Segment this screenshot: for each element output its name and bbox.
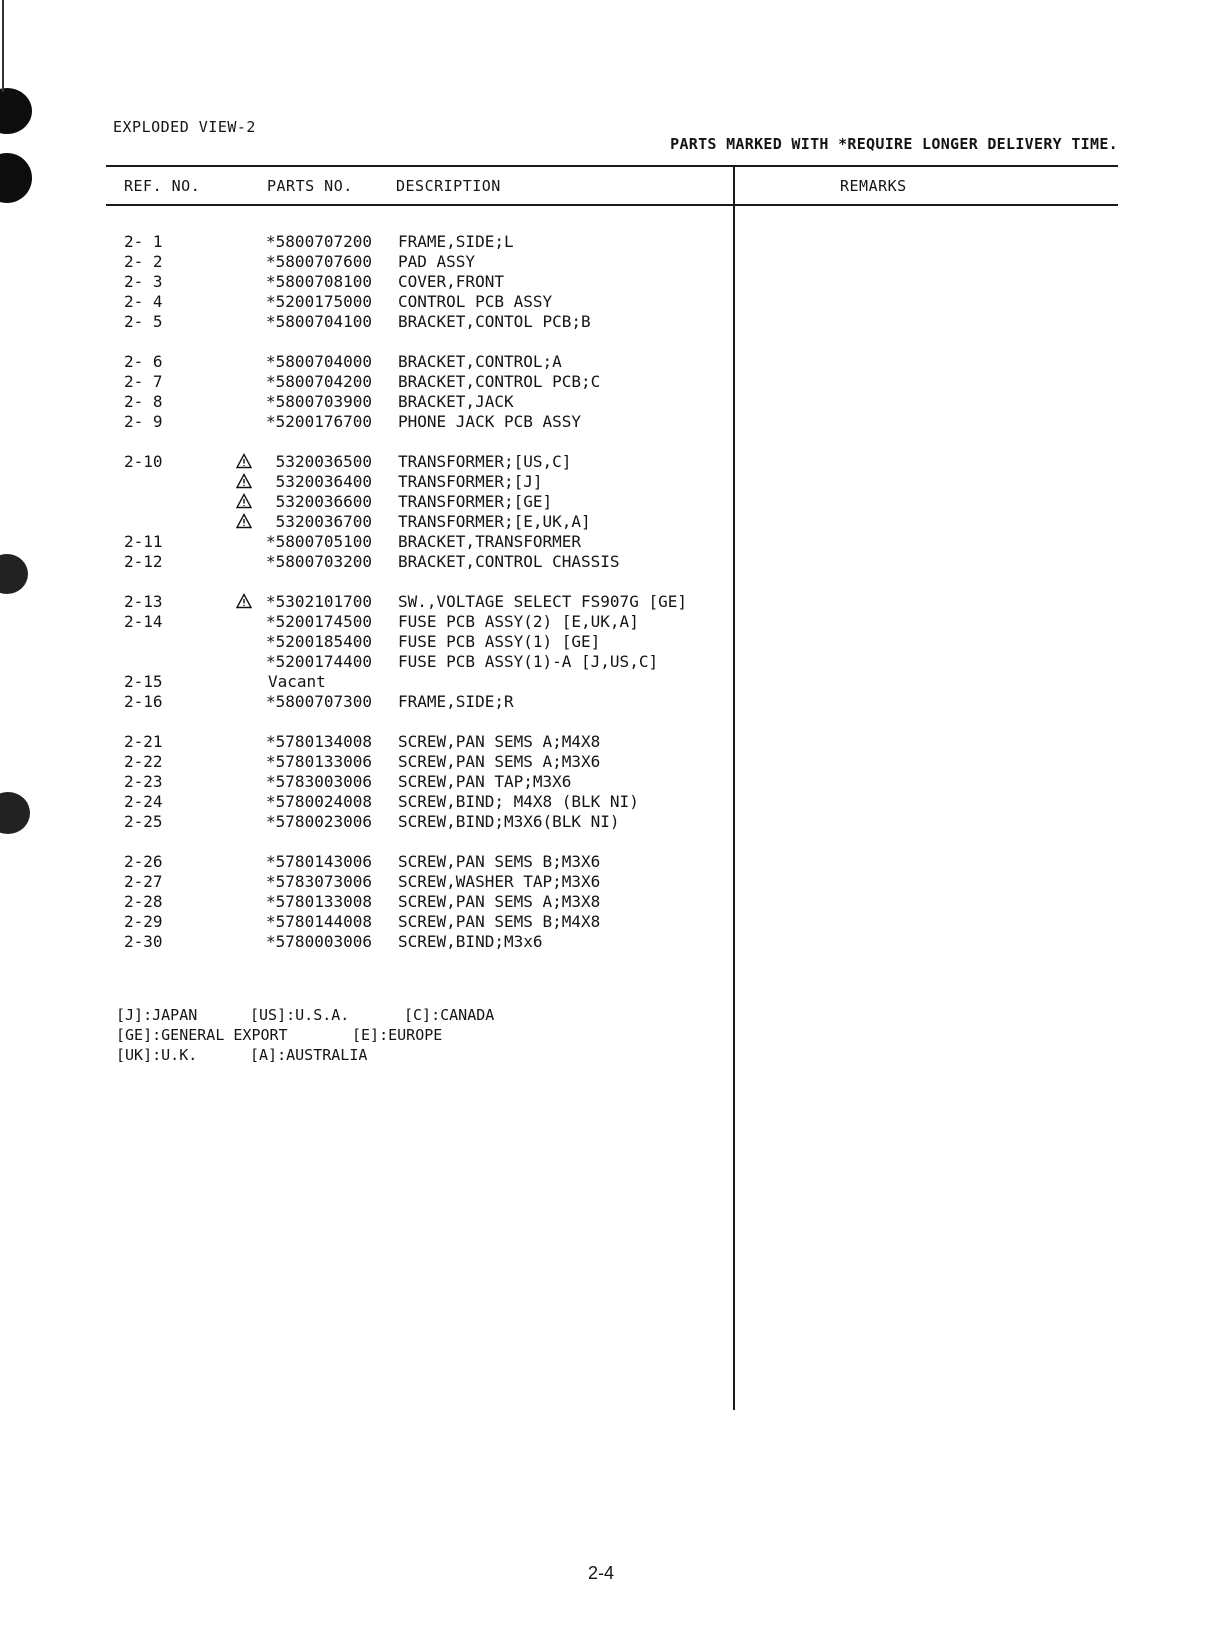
ref-number: 2-30 <box>124 932 163 951</box>
part-description: COVER,FRONT <box>398 272 504 291</box>
part-number: *5780023006 <box>266 812 372 831</box>
part-description: BRACKET,JACK <box>398 392 514 411</box>
table-row <box>0 672 733 692</box>
ref-number: 2- 7 <box>124 372 163 391</box>
part-number: *5200175000 <box>266 292 372 311</box>
part-number: *5800707200 <box>266 232 372 251</box>
ref-number: 2- 4 <box>124 292 163 311</box>
column-header-parts: PARTS NO. <box>267 177 353 195</box>
column-header-description: DESCRIPTION <box>396 177 501 195</box>
part-description: SCREW,BIND;M3x6 <box>398 932 543 951</box>
table-row <box>0 392 733 412</box>
legend-item: [GE]:GENERAL EXPORT <box>116 1026 288 1044</box>
part-number: 5320036700 <box>275 512 372 531</box>
part-description: SCREW,PAN SEMS A;M3X6 <box>398 752 601 771</box>
ref-number: 2- 6 <box>124 352 163 371</box>
ref-number: 2-24 <box>124 792 163 811</box>
part-number: *5800703200 <box>266 552 372 571</box>
table-row <box>0 692 733 712</box>
vacant-label: Vacant <box>268 672 326 691</box>
part-number: *5800703900 <box>266 392 372 411</box>
part-number: *5780133008 <box>266 892 372 911</box>
ref-number: 2- 5 <box>124 312 163 331</box>
legend-item: [UK]:U.K. <box>116 1046 198 1064</box>
table-row <box>0 652 733 672</box>
table-row <box>0 752 733 772</box>
part-description: SCREW,PAN SEMS A;M4X8 <box>398 732 601 751</box>
legend-item: [US]:U.S.A. <box>250 1006 350 1024</box>
column-header-ref: REF. NO. <box>124 177 201 195</box>
part-number: 5320036600 <box>275 492 372 511</box>
part-number: *5780134008 <box>266 732 372 751</box>
part-description: TRANSFORMER;[US,C] <box>398 452 572 471</box>
part-number: *5783003006 <box>266 772 372 791</box>
table-row <box>0 412 733 432</box>
part-description: SCREW,PAN SEMS B;M4X8 <box>398 912 601 931</box>
part-description: SCREW,WASHER TAP;M3X6 <box>398 872 601 891</box>
table-row <box>0 492 733 512</box>
part-description: CONTROL PCB ASSY <box>398 292 553 311</box>
ref-number: 2-27 <box>124 872 163 891</box>
part-number: *5780144008 <box>266 912 372 931</box>
part-number: *5302101700 <box>266 592 372 611</box>
legend-item: [J]:JAPAN <box>116 1006 198 1024</box>
part-number: 5320036500 <box>275 452 372 471</box>
page-title: EXPLODED VIEW-2 <box>113 118 256 136</box>
table-row <box>0 932 733 952</box>
table-row <box>0 732 733 752</box>
part-description: FRAME,SIDE;R <box>398 692 514 711</box>
ref-number: 2- 3 <box>124 272 163 291</box>
part-number: *5800704200 <box>266 372 372 391</box>
part-description: BRACKET,CONTROL CHASSIS <box>398 552 620 571</box>
table-row <box>0 552 733 572</box>
part-number: *5200185400 <box>266 632 372 651</box>
part-description: PHONE JACK PCB ASSY <box>398 412 582 431</box>
table-row <box>0 812 733 832</box>
legend-item: [C]:CANADA <box>404 1006 495 1024</box>
part-description: FUSE PCB ASSY(2) [E,UK,A] <box>398 612 639 631</box>
table-row <box>0 512 733 532</box>
part-number: *5200174500 <box>266 612 372 631</box>
table-row <box>0 532 733 552</box>
ref-number: 2-13 <box>124 592 163 611</box>
table-row <box>0 892 733 912</box>
ref-number: 2-26 <box>124 852 163 871</box>
part-number: *5800708100 <box>266 272 372 291</box>
part-description: TRANSFORMER;[J] <box>398 472 543 491</box>
ref-number: 2-10 <box>124 452 163 471</box>
table-row <box>0 372 733 392</box>
table-row <box>0 292 733 312</box>
part-description: BRACKET,CONTOL PCB;B <box>398 312 591 331</box>
part-description: TRANSFORMER;[GE] <box>398 492 553 511</box>
part-number: *5800707300 <box>266 692 372 711</box>
legend-item: [A]:AUSTRALIA <box>250 1046 368 1064</box>
table-row <box>0 352 733 372</box>
part-number: *5800705100 <box>266 532 372 551</box>
ref-number: 2- 9 <box>124 412 163 431</box>
part-description: BRACKET,CONTROL PCB;C <box>398 372 601 391</box>
column-header-remarks: REMARKS <box>840 177 907 195</box>
ref-number: 2- 2 <box>124 252 163 271</box>
ref-number: 2-28 <box>124 892 163 911</box>
part-description: SCREW,BIND;M3X6(BLK NI) <box>398 812 620 831</box>
delivery-note: PARTS MARKED WITH *REQUIRE LONGER DELIVERY TIME. <box>670 135 1118 153</box>
part-number: *5780133006 <box>266 752 372 771</box>
part-number: *5800704000 <box>266 352 372 371</box>
part-description: SCREW,BIND; M4X8 (BLK NI) <box>398 792 639 811</box>
part-description: FUSE PCB ASSY(1)-A [J,US,C] <box>398 652 659 671</box>
table-row <box>0 772 733 792</box>
ref-number: 2- 8 <box>124 392 163 411</box>
part-description: FUSE PCB ASSY(1) [GE] <box>398 632 601 651</box>
ref-number: 2-23 <box>124 772 163 791</box>
ref-number: 2-11 <box>124 532 163 551</box>
ref-number: 2-12 <box>124 552 163 571</box>
part-description: SCREW,PAN SEMS B;M3X6 <box>398 852 601 871</box>
ref-number: 2-29 <box>124 912 163 931</box>
part-description: SCREW,PAN SEMS A;M3X8 <box>398 892 601 911</box>
part-number: *5800704100 <box>266 312 372 331</box>
part-description: FRAME,SIDE;L <box>398 232 514 251</box>
table-row <box>0 272 733 292</box>
remarks-column-divider <box>733 165 735 1410</box>
part-number: *5780143006 <box>266 852 372 871</box>
table-row <box>0 612 733 632</box>
table-row <box>0 252 733 272</box>
legend-item: [E]:EUROPE <box>352 1026 443 1044</box>
table-row <box>0 852 733 872</box>
part-description: BRACKET,CONTROL;A <box>398 352 562 371</box>
part-description: PAD ASSY <box>398 252 476 271</box>
part-number: *5780003006 <box>266 932 372 951</box>
table-row <box>0 472 733 492</box>
ref-number: 2-25 <box>124 812 163 831</box>
part-number: *5200176700 <box>266 412 372 431</box>
part-number: 5320036400 <box>275 472 372 491</box>
part-description: SCREW,PAN TAP;M3X6 <box>398 772 572 791</box>
part-number: *5800707600 <box>266 252 372 271</box>
part-number: *5780024008 <box>266 792 372 811</box>
table-row <box>0 632 733 652</box>
part-description: SW.,VOLTAGE SELECT FS907G [GE] <box>398 592 687 611</box>
table-row <box>0 312 733 332</box>
page-number: 2-4 <box>588 1563 615 1583</box>
table-row <box>0 872 733 892</box>
table-row <box>0 912 733 932</box>
ref-number: 2- 1 <box>124 232 163 251</box>
table-row <box>0 232 733 252</box>
table-row <box>0 452 733 472</box>
ref-number: 2-21 <box>124 732 163 751</box>
table-row <box>0 792 733 812</box>
ref-number: 2-16 <box>124 692 163 711</box>
table-row <box>0 592 733 612</box>
part-description: TRANSFORMER;[E,UK,A] <box>398 512 591 531</box>
part-number: *5200174400 <box>266 652 372 671</box>
ref-number: 2-14 <box>124 612 163 631</box>
ref-number: 2-15 <box>124 672 163 691</box>
part-description: BRACKET,TRANSFORMER <box>398 532 582 551</box>
ref-number: 2-22 <box>124 752 163 771</box>
part-number: *5783073006 <box>266 872 372 891</box>
